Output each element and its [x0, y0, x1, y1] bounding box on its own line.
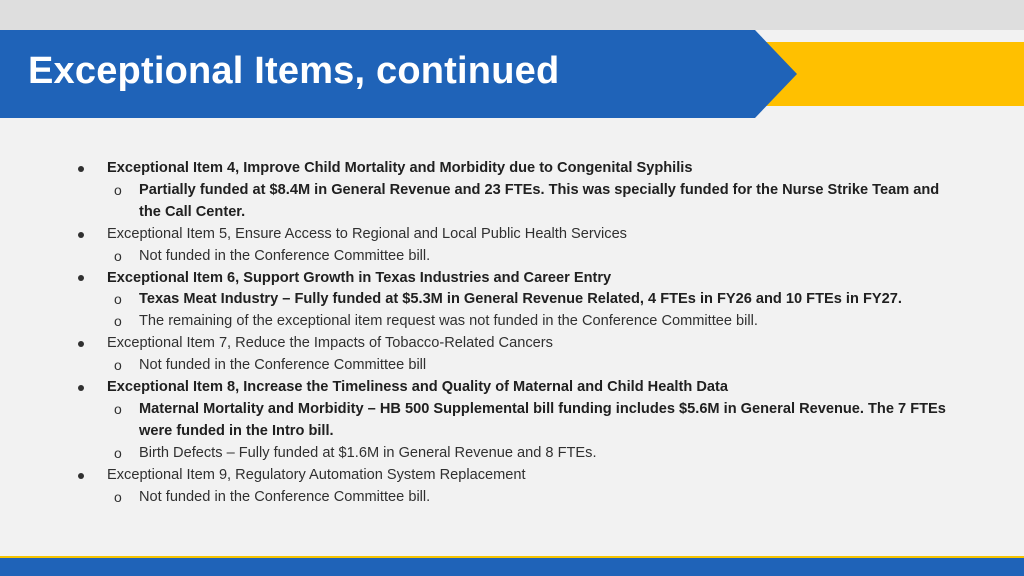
sub-bullet-text: Not funded in the Conference Committee bill. — [139, 247, 431, 264]
bullet-dot-icon — [78, 224, 107, 246]
sub-bullet-item — [114, 443, 958, 465]
sub-bullet-marker: o — [114, 444, 122, 461]
bullet-item — [78, 158, 958, 180]
sub-bullet-marker: o — [114, 313, 122, 330]
sub-bullet-text: The remaining of the exceptional item request was not funded in the Conference Committee bill. — [139, 313, 758, 330]
bullet-item — [78, 224, 958, 246]
sub-bullet-item — [114, 246, 958, 268]
sub-bullet-marker: o — [114, 357, 122, 374]
bullet-dot-icon — [78, 158, 107, 180]
bullet-list — [78, 158, 958, 509]
sub-bullet-text: Not funded in the Conference Committee bill — [139, 357, 427, 374]
bullet-dot-icon — [78, 377, 107, 399]
sub-bullet-item — [114, 399, 958, 443]
sub-bullet-text: Birth Defects – Fully funded at $1.6M in General Revenue and 8 FTEs. — [139, 444, 597, 461]
bullet-text: Exceptional Item 6, Support Growth in Texas Industries and Career Entry — [107, 269, 612, 286]
bullet-text: Exceptional Item 5, Ensure Access to Regional and Local Public Health Services — [107, 225, 627, 242]
sub-bullet-item — [114, 180, 958, 224]
sub-bullet-text: Partially funded at $8.4M in General Revenue and 23 FTEs. This was specially funded for the Nurse Strike Team and the Call Center. — [139, 181, 940, 220]
bullet-dot-icon — [78, 333, 107, 355]
sub-bullet-marker: o — [114, 291, 122, 308]
page-title: Exceptional Items, continued — [28, 50, 560, 92]
sub-bullet-marker: o — [114, 247, 122, 264]
sub-bullet-item — [114, 355, 958, 377]
bullet-text: Exceptional Item 8, Increase the Timeliness and Quality of Maternal and Child Health Data — [107, 379, 728, 396]
bottom-bar — [0, 558, 1024, 576]
sub-bullet-text: Texas Meat Industry – Fully funded at $5.3M in General Revenue Related, 4 FTEs in FY26 and 10 FTEs in FY27. — [139, 291, 902, 308]
sub-bullet-item — [114, 289, 958, 311]
bullet-text: Exceptional Item 4, Improve Child Mortality and Morbidity due to Congenital Syphilis — [107, 160, 693, 176]
bullet-item — [78, 465, 958, 487]
sub-bullet-marker: o — [114, 400, 122, 417]
sub-bullet-marker: o — [114, 488, 122, 505]
bullet-item — [78, 377, 958, 399]
sub-bullet-item — [114, 311, 958, 333]
bullet-dot-icon — [78, 465, 107, 487]
sub-bullet-text: Not funded in the Conference Committee bill. — [139, 488, 431, 505]
bullet-item — [78, 333, 958, 355]
sub-bullet-text: Maternal Mortality and Morbidity – HB 500 Supplemental bill funding includes $5.6M in General Revenue. The 7 FTEs were funded in the Intro bill. — [139, 400, 946, 439]
sub-bullet-marker: o — [114, 181, 122, 198]
top-strip — [0, 0, 1024, 30]
bullet-text: Exceptional Item 7, Reduce the Impacts of Tobacco-Related Cancers — [107, 335, 553, 352]
sub-bullet-item — [114, 487, 958, 509]
bullet-item — [78, 268, 958, 290]
bullet-text: Exceptional Item 9, Regulatory Automation System Replacement — [107, 466, 526, 483]
bullet-dot-icon — [78, 268, 107, 290]
